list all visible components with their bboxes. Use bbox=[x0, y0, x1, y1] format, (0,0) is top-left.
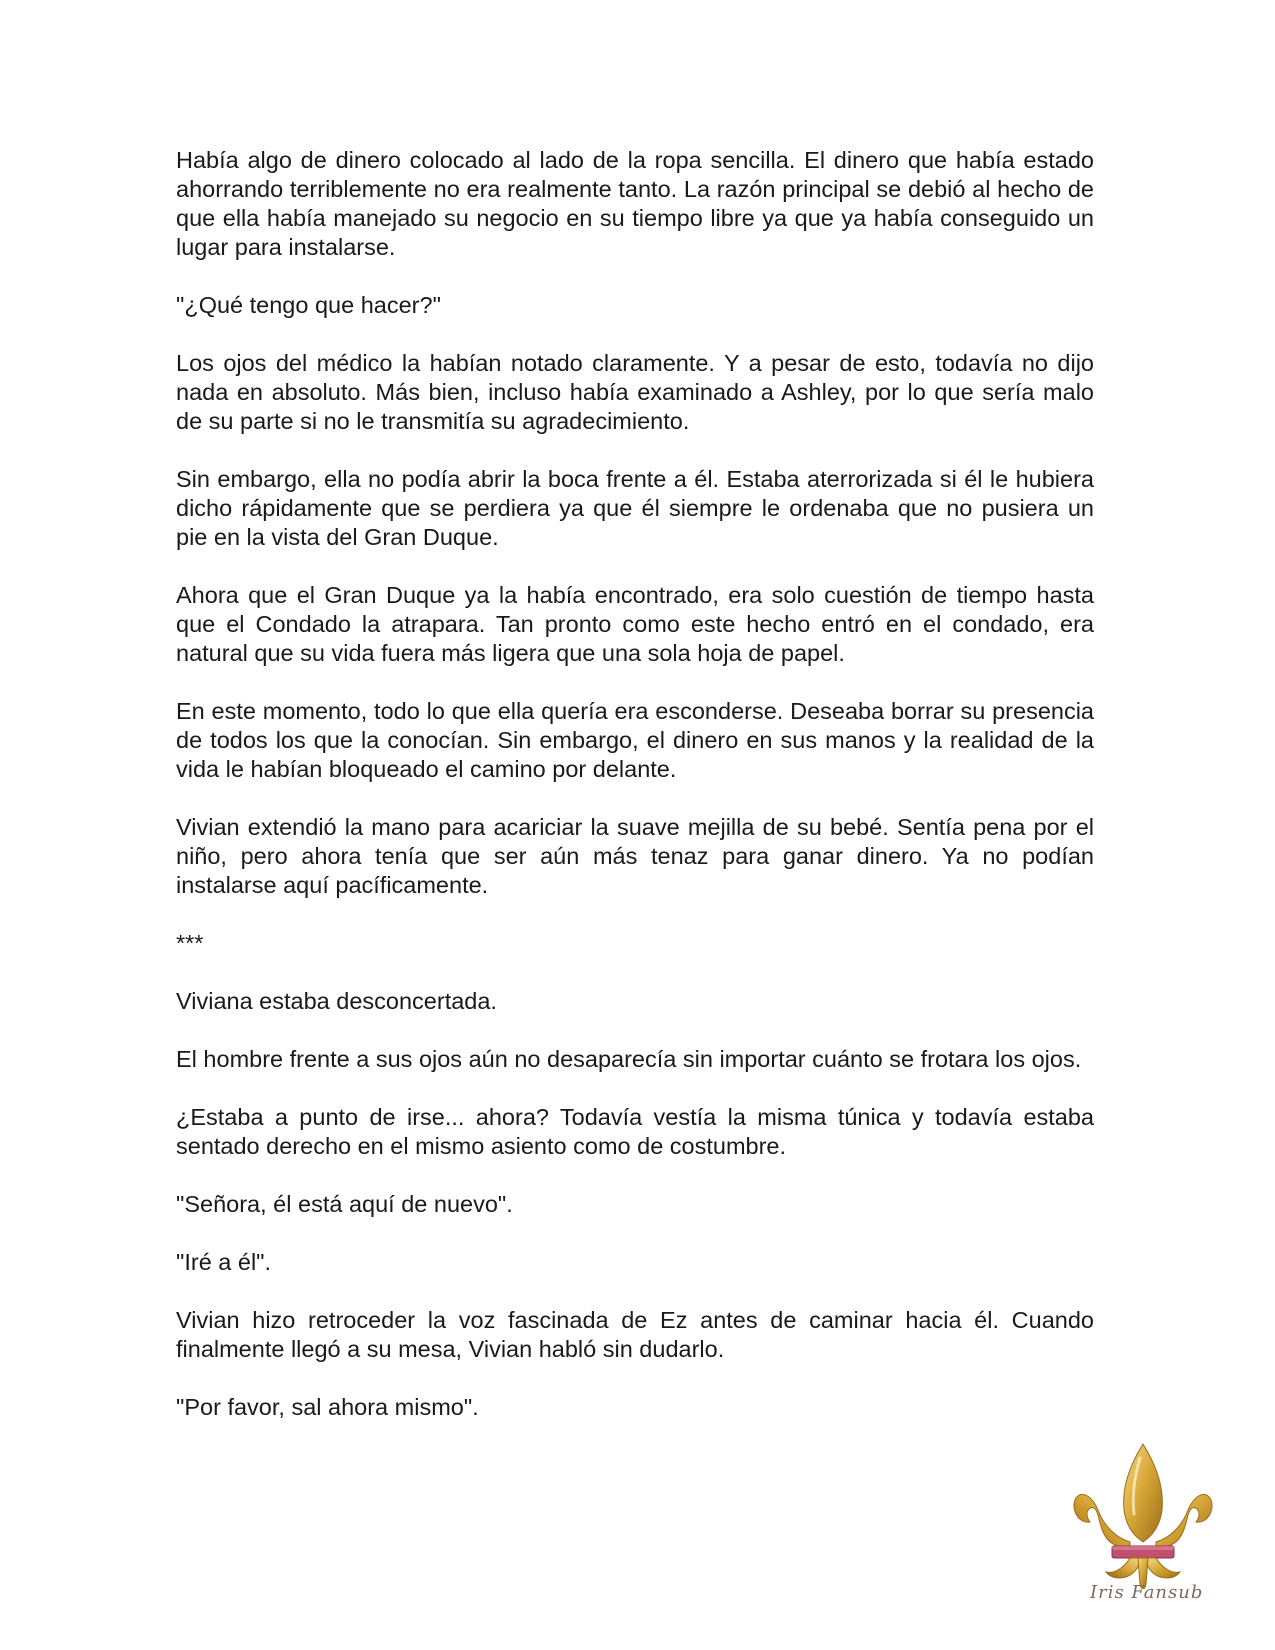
section-separator: *** bbox=[176, 930, 204, 956]
paragraph: "¿Qué tengo que hacer?" bbox=[176, 292, 441, 318]
paragraph: El hombre frente a sus ojos aún no desaparecía sin importar cuánto se frotara los ojos. bbox=[176, 1046, 1082, 1072]
paragraph: "Por favor, sal ahora mismo". bbox=[176, 1394, 479, 1420]
paragraph: "Iré a él". bbox=[176, 1249, 272, 1275]
paragraph: En este momento, todo lo que ella quería era esconderse. Deseaba borrar su presencia de todos los que la conocían. Sin embargo, el dinero en sus manos y la realidad de la vida le habían bloqueado el camino por delante. bbox=[176, 698, 1094, 782]
paragraph: Vivian extendió la mano para acariciar la suave mejilla de su bebé. Sentía pena por el niño, pero ahora tenía que ser aún más tenaz para ganar dinero. Ya no podían instalarse aquí pacíficamente. bbox=[176, 814, 1094, 898]
watermark-signature: Iris Fansub bbox=[1090, 1582, 1204, 1603]
paragraph: Ahora que el Gran Duque ya la había encontrado, era solo cuestión de tiempo hasta que el Condado la atrapara. Tan pronto como este hecho entró en el condado, era natural que su vida fuera más ligera que una sola hoja de papel. bbox=[176, 582, 1094, 666]
paragraph: Viviana estaba desconcertada. bbox=[176, 988, 497, 1014]
paragraph: "Señora, él está aquí de nuevo". bbox=[176, 1191, 513, 1217]
paragraph: Sin embargo, ella no podía abrir la boca frente a él. Estaba aterrorizada si él le hubiera dicho rápidamente que se perdiera ya que él siempre le ordenaba que no pusiera un pie en la vista del Gran Duque. bbox=[176, 466, 1094, 550]
paragraph: ¿Estaba a punto de irse... ahora? Todavía vestía la misma túnica y todavía estaba sentado derecho en el mismo asiento como de costumbre. bbox=[176, 1104, 1094, 1159]
paragraph: Los ojos del médico la habían notado claramente. Y a pesar de esto, todavía no dijo nada en absoluto. Más bien, incluso había examinado a Ashley, por lo que sería malo de su parte si no le transmitía su agradecimiento. bbox=[176, 350, 1094, 434]
paragraph: Vivian hizo retroceder la voz fascinada de Ez antes de caminar hacia él. Cuando finalmente llegó a su mesa, Vivian habló sin dudarlo. bbox=[176, 1307, 1094, 1362]
document-body bbox=[176, 146, 1094, 1451]
paragraph: Había algo de dinero colocado al lado de la ropa sencilla. El dinero que había estado ahorrando terriblemente no era realmente tanto. La razón principal se debió al hecho de que ella había manejado su negocio en su tiempo libre ya que ya había conseguido un lugar para instalarse. bbox=[176, 147, 1094, 260]
